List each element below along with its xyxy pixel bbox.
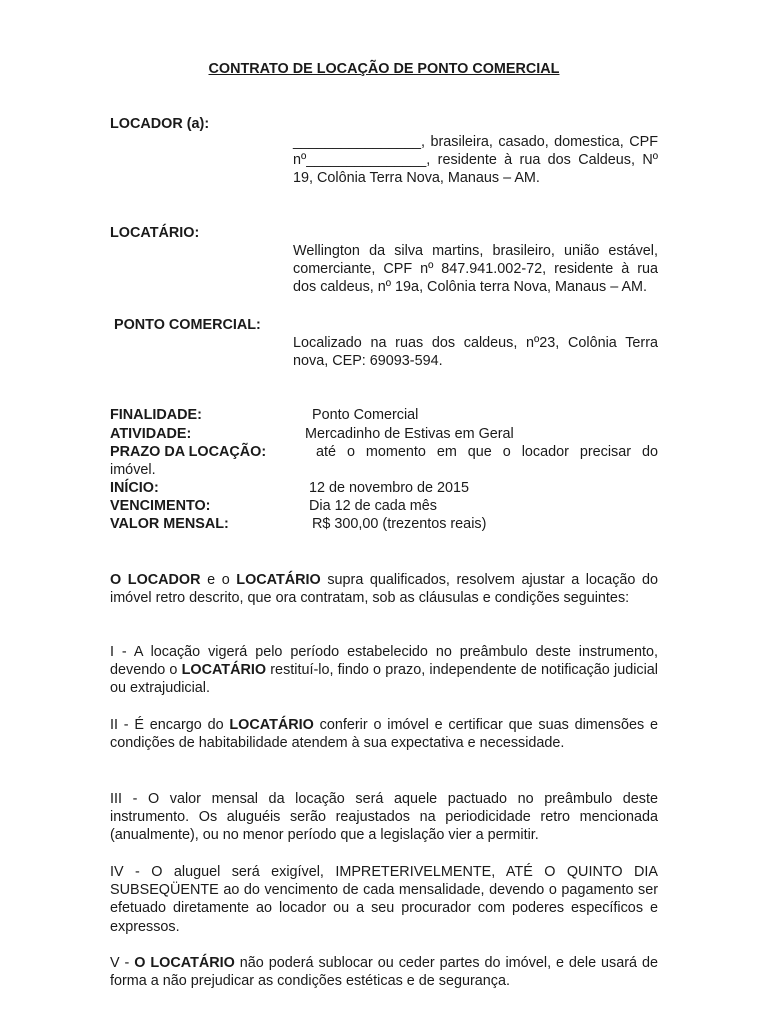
clause-2-text-cont: conferir o imóvel e certificar que suas dimensões e condições de habitabilidade atendem à sua expectativa e necessidade. [110, 717, 658, 752]
document-title: CONTRATO DE LOCAÇÃO DE PONTO COMERCIAL [208, 61, 560, 77]
intro-locador: O LOCADOR [110, 572, 201, 588]
vencimento-row [110, 497, 660, 515]
clause-5 [110, 954, 658, 990]
clause-1-bold: LOCATÁRIO [181, 662, 267, 679]
locador-text: ________________, brasileira, casado, domestica, CPF nº_______________, residente à rua dos Caldeus, Nº 19, Colônia Terra Nova, Manaus – AM. [293, 134, 658, 187]
clause-4: IV - O aluguel será exigível, IMPRETERIVELMENTE, ATÉ O QUINTO DIA SUBSEQÜENTE ao do vencimento de cada mensalidade, devendo o pagamento ser efetuado diretamente ao locador ou a seu procurador com poderes específicos e expressos. [110, 864, 658, 935]
valor-label: VALOR MENSAL: [110, 516, 229, 532]
intro-locatario: LOCATÁRIO [236, 572, 321, 588]
clause-2-text: II - É encargo do [110, 717, 230, 733]
vencimento-label: VENCIMENTO: [110, 498, 211, 514]
clause-1 [110, 643, 658, 698]
atividade-row [110, 425, 660, 443]
valor-value: R$ 300,00 (trezentos reais) [312, 516, 487, 532]
clause-5-text-cont: não poderá sublocar ou ceder partes do imóvel, e dele usará de forma a não prejudicar as condições estéticas e de segurança. [110, 955, 658, 990]
clause-5-text: V - [110, 955, 135, 971]
ponto-label: PONTO COMERCIAL: [114, 317, 261, 333]
prazo-label: PRAZO DA LOCAÇÃO: [110, 444, 267, 460]
vencimento-value: Dia 12 de cada mês [309, 498, 437, 514]
atividade-label: ATIVIDADE: [110, 426, 192, 442]
clause-2 [110, 716, 658, 752]
atividade-value: Mercadinho de Estivas em Geral [305, 426, 514, 442]
inicio-label: INÍCIO: [110, 480, 159, 496]
valor-row [110, 515, 660, 533]
locatario-label: LOCATÁRIO: [110, 225, 200, 241]
finalidade-label: FINALIDADE: [110, 407, 202, 423]
clause-3: III - O valor mensal da locação será aquele pactuado no preâmbulo deste instrumento. Os aluguéis serão reajustados na periodicidade retro mencionada (anualmente), ou no menor período que a legislação vier a permitir. [110, 791, 658, 844]
clause-5-bold: O LOCATÁRIO [134, 955, 235, 971]
inicio-row [110, 479, 660, 497]
prazo-value-cont: imóvel. [110, 462, 156, 478]
inicio-value: 12 de novembro de 2015 [309, 480, 470, 496]
finalidade-row [110, 406, 660, 424]
clause-2-bold: LOCATÁRIO [229, 717, 314, 733]
prazo-row [110, 443, 660, 479]
finalidade-value: Ponto Comercial [312, 407, 419, 423]
locador-label: LOCADOR (a): [110, 116, 210, 132]
intro-connector: e o [200, 572, 237, 588]
clause-1-text-cont: restituí-lo, findo o prazo, independente de notificação judicial ou extrajudicial. [110, 662, 658, 697]
intro-paragraph [110, 571, 658, 607]
locatario-text: Wellington da silva martins, brasileiro, união estável, comerciante, CPF nº 847.941.002-72, residente à rua dos caldeus, nº 19a, Colônia terra Nova, Manaus – AM. [293, 243, 658, 296]
ponto-text: Localizado na ruas dos caldeus, nº23, Colônia Terra nova, CEP: 69093-594. [293, 335, 658, 370]
intro-text: supra qualificados, resolvem ajustar a locação do imóvel retro descrito, que ora contratam, sob as cláusulas e condições seguintes: [110, 572, 658, 607]
clause-1-text: I - A locação vigerá pelo período estabelecido no preâmbulo deste instrumento, devendo o [110, 644, 658, 679]
prazo-value: até o momento em que o locador precisar do [316, 444, 658, 460]
